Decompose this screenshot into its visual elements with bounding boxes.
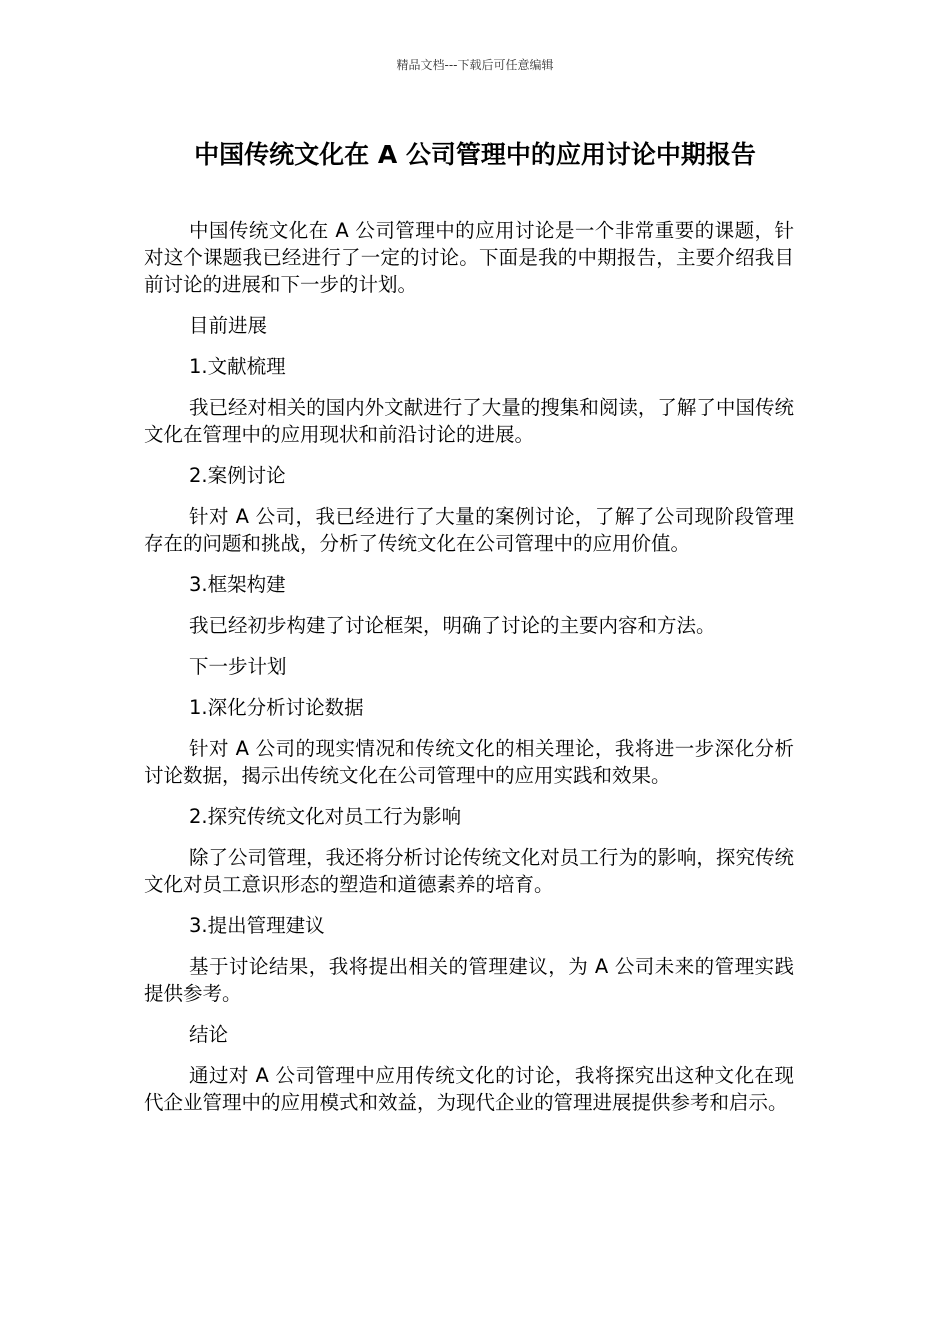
body-paragraph: 我已经初步构建了讨论框架，明确了讨论的主要内容和方法。 (189, 614, 716, 637)
body-paragraph: 我已经对相关的国内外文献进行了大量的搜集和阅读，了解了中国传统文化在管理中的应用现状和前沿讨论的进展。 (144, 396, 794, 446)
section-heading-progress: 目前进展 (189, 314, 268, 337)
subheading-employee-behavior: 2.探究传统文化对员工行为影响 (189, 805, 462, 828)
intro-paragraph: 中国传统文化在 A 公司管理中的应用讨论是一个非常重要的课题，针对这个课题我已经进行了一定的讨论。下面是我的中期报告，主要介绍我目前讨论的进展和下一步的计划。 (144, 219, 794, 296)
document-title: 中国传统文化在 A 公司管理中的应用讨论中期报告 (194, 140, 756, 169)
subheading-case-study: 2.案例讨论 (189, 464, 286, 487)
body-paragraph: 针对 A 公司，我已经进行了大量的案例讨论，了解了公司现阶段管理存在的问题和挑战，分析了传统文化在公司管理中的应用价值。 (144, 505, 794, 555)
section-heading-conclusion: 结论 (189, 1023, 229, 1046)
subheading-literature-review: 1.文献梳理 (189, 355, 286, 378)
subheading-framework: 3.框架构建 (189, 573, 286, 596)
subheading-management-advice: 3.提出管理建议 (189, 914, 325, 937)
body-paragraph: 基于讨论结果，我将提出相关的管理建议，为 A 公司未来的管理实践提供参考。 (144, 955, 794, 1005)
body-paragraph: 除了公司管理，我还将分析讨论传统文化对员工行为的影响，探究传统文化对员工意识形态的塑造和道德素养的培育。 (144, 846, 794, 896)
section-heading-next-plan: 下一步计划 (189, 655, 287, 678)
body-paragraph: 针对 A 公司的现实情况和传统文化的相关理论，我将进一步深化分析讨论数据，揭示出传统文化在公司管理中的应用实践和效果。 (144, 737, 794, 787)
page-header: 精品文档---下载后可任意编辑 (396, 58, 554, 72)
conclusion-paragraph: 通过对 A 公司管理中应用传统文化的讨论，我将探究出这种文化在现代企业管理中的应用模式和效益，为现代企业的管理进展提供参考和启示。 (144, 1064, 794, 1114)
subheading-deepen-analysis: 1.深化分析讨论数据 (189, 696, 364, 719)
document-body (144, 217, 794, 1130)
